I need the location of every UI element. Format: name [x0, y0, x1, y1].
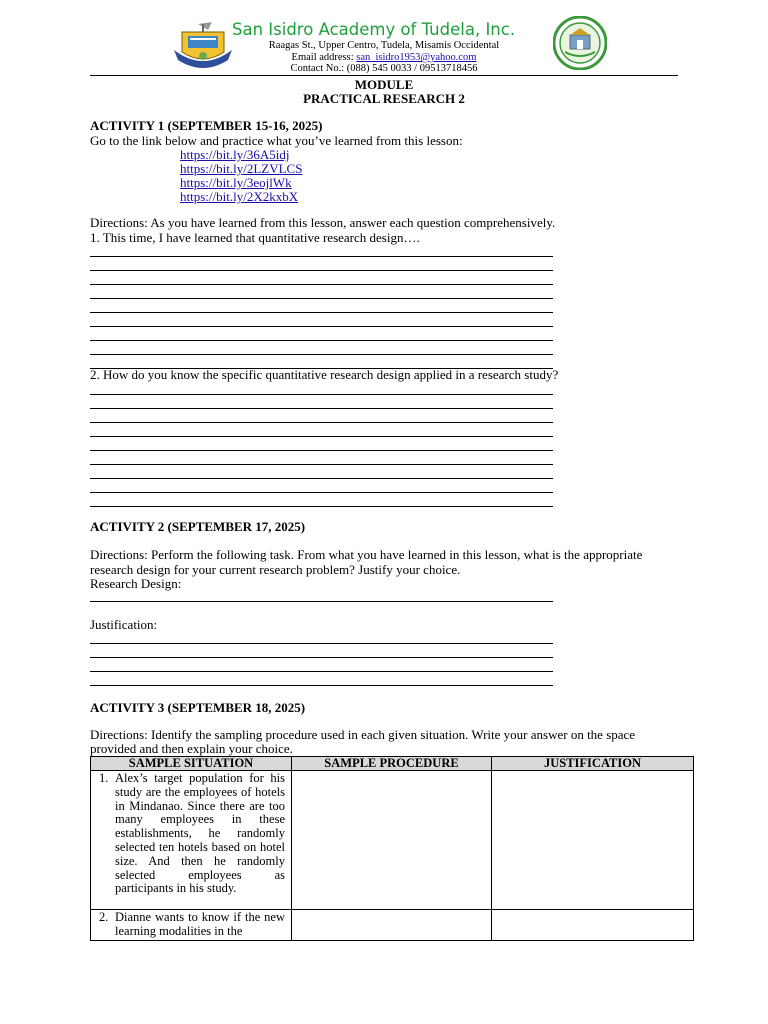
email-line: [232, 52, 536, 63]
question-1: 1. This time, I have learned that quantitative research design….: [90, 230, 420, 245]
module-title: MODULE: [354, 77, 414, 92]
justification-answer-line[interactable]: [90, 671, 553, 672]
answer-line[interactable]: [90, 256, 553, 257]
justification-answer-line[interactable]: [90, 643, 553, 644]
table-header-row: [91, 757, 694, 771]
justification-answer-cell[interactable]: [492, 771, 694, 910]
row-number: 2.: [99, 910, 109, 924]
answer-line[interactable]: [90, 270, 553, 271]
answer-line[interactable]: [90, 492, 553, 493]
activity1-link-4[interactable]: https://bit.ly/2X2kxbX: [180, 189, 299, 204]
activity3-directions-1: Directions: Identify the sampling procedure used in each given situation. Write your answer on the space: [90, 727, 636, 742]
sampling-table: [90, 756, 694, 941]
column-header-situation: SAMPLE SITUATION: [91, 757, 292, 771]
column-header-procedure: SAMPLE PROCEDURE: [292, 757, 492, 771]
answer-line[interactable]: [90, 298, 553, 299]
situation-cell: [91, 910, 292, 941]
email-link[interactable]: san_isidro1953@yahoo.com: [356, 52, 477, 63]
justification-answer-line[interactable]: [90, 657, 553, 658]
row-number: 1.: [99, 771, 109, 785]
answer-line[interactable]: [90, 394, 553, 395]
school-address: Raagas St., Upper Centro, Tudela, Misamis Occidental: [268, 40, 500, 51]
justification-label: Justification:: [90, 617, 158, 632]
subject-title: PRACTICAL RESEARCH 2: [303, 91, 465, 106]
school-name: San Isidro Academy of Tudela, Inc.: [232, 20, 516, 39]
email-label: Email address:: [291, 52, 357, 63]
situation-text: Dianne wants to know if the new learning modalities in the: [115, 910, 285, 938]
answer-line[interactable]: [90, 340, 553, 341]
answer-line[interactable]: [90, 436, 553, 437]
research-design-answer-line[interactable]: [90, 601, 553, 602]
header-divider: [90, 75, 678, 76]
activity1-directions: Directions: As you have learned from this lesson, answer each question comprehensively.: [90, 215, 556, 230]
answer-line[interactable]: [90, 422, 553, 423]
situation-text: Alex’s target population for his study are the employees of hotels in Mindanao. Since there are too many employees in these establishments, he randomly selected ten hotels based on hotel size. And then he randomly selected employees as participants in his study.: [115, 771, 285, 896]
procedure-answer-cell[interactable]: [292, 910, 492, 941]
activity2-directions-2: research design for your current research problem? Justify your choice.: [90, 562, 461, 577]
answer-line[interactable]: [90, 354, 553, 355]
answer-line[interactable]: [90, 506, 553, 507]
answer-line[interactable]: [90, 408, 553, 409]
table-row: [91, 910, 694, 941]
activity1-link-3[interactable]: https://bit.ly/3eojlWk: [180, 175, 292, 190]
activity3-directions-2: provided and then explain your choice.: [90, 741, 293, 756]
answer-line[interactable]: [90, 464, 553, 465]
answer-line[interactable]: [90, 326, 553, 327]
procedure-answer-cell[interactable]: [292, 771, 492, 910]
activity2-heading: ACTIVITY 2 (SEPTEMBER 17, 2025): [90, 519, 306, 534]
situation-cell: [91, 771, 292, 910]
answer-line[interactable]: [90, 312, 553, 313]
school-crest-logo: [168, 20, 238, 72]
justification-answer-line[interactable]: [90, 685, 553, 686]
activity1-link-2[interactable]: https://bit.ly/2LZVLCS: [180, 161, 303, 176]
column-header-justification: JUSTIFICATION: [492, 757, 694, 771]
research-design-label: Research Design:: [90, 576, 182, 591]
justification-answer-cell[interactable]: [492, 910, 694, 941]
question-2: 2. How do you know the specific quantitative research design applied in a research study?: [90, 367, 559, 382]
answer-line[interactable]: [90, 478, 553, 479]
answer-line[interactable]: [90, 450, 553, 451]
activity1-heading: ACTIVITY 1 (SEPTEMBER 15-16, 2025): [90, 118, 323, 133]
activity1-link-1[interactable]: https://bit.ly/36A5idj: [180, 147, 290, 162]
school-seal-logo: [553, 16, 607, 70]
answer-line[interactable]: [90, 284, 553, 285]
activity3-heading: ACTIVITY 3 (SEPTEMBER 18, 2025): [90, 700, 306, 715]
table-row: [91, 771, 694, 910]
activity2-directions-1: Directions: Perform the following task. From what you have learned in this lesson, what is the appropriate: [90, 547, 643, 562]
activity1-intro: Go to the link below and practice what you’ve learned from this lesson:: [90, 133, 463, 148]
contact-line: Contact No.: (088) 545 0033 / 09513718456: [290, 63, 478, 74]
